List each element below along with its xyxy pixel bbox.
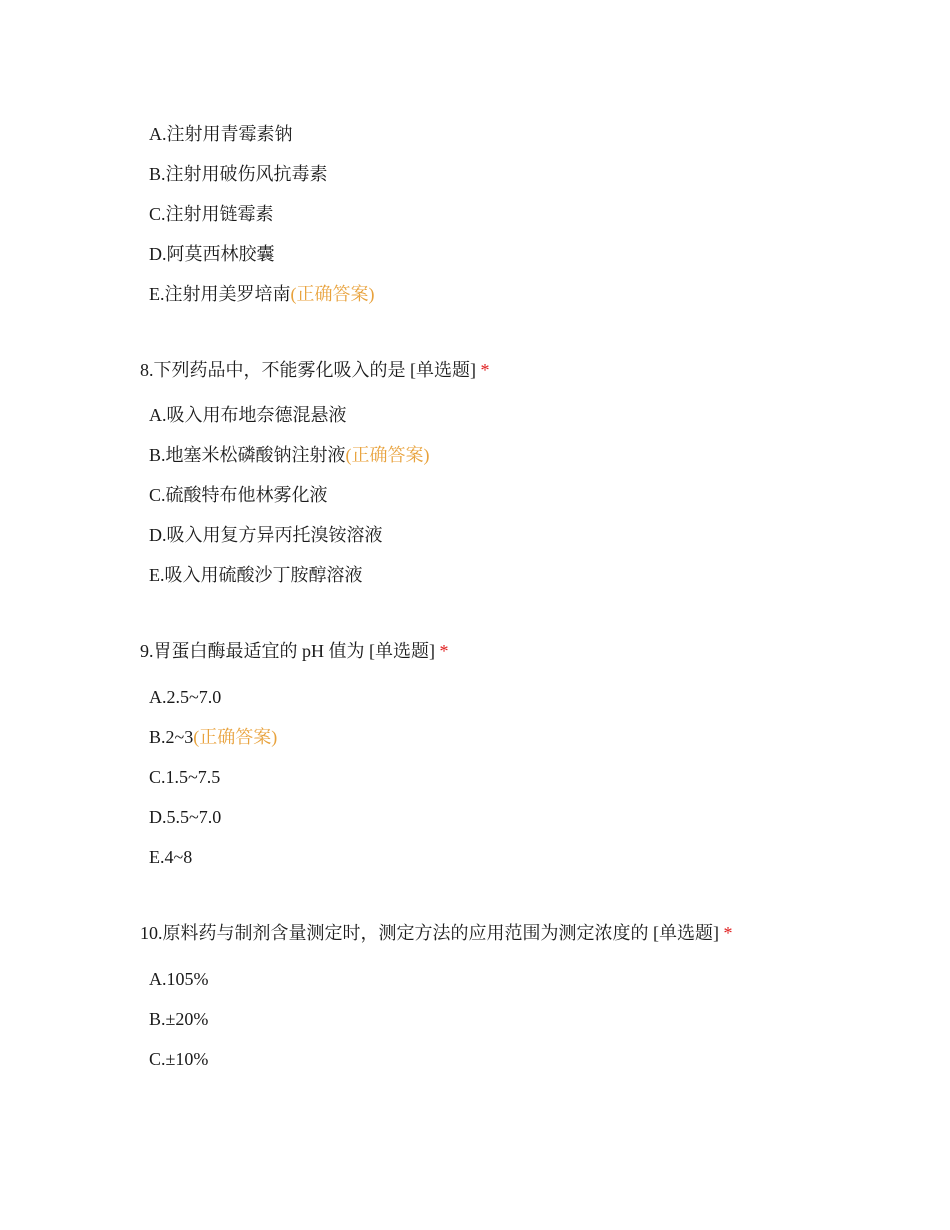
- option-text: A.105%: [149, 969, 209, 989]
- option-text: B.地塞米松磷酸钠注射液: [149, 445, 346, 465]
- option-text: A.注射用青霉素钠: [149, 124, 293, 144]
- option-text: B.±20%: [149, 1009, 209, 1029]
- option-text: A.2.5~7.0: [149, 687, 222, 707]
- option-8b: [149, 443, 430, 467]
- option-9b: [149, 725, 277, 749]
- question-title: [140, 358, 490, 382]
- option-7e: [149, 282, 375, 306]
- question-title: [140, 639, 449, 663]
- option-text: B.注射用破伤风抗毒素: [149, 164, 328, 184]
- question-title: [140, 921, 733, 945]
- option-text: C.±10%: [149, 1049, 209, 1069]
- option-text: D.5.5~7.0: [149, 807, 222, 827]
- option-text: C.1.5~7.5: [149, 767, 221, 787]
- option-10b: [149, 1007, 208, 1031]
- option-text: E.注射用美罗培南: [149, 284, 291, 304]
- correct-answer-marker: (正确答案): [193, 727, 278, 747]
- correct-answer-marker: (正确答案): [290, 284, 375, 304]
- option-7b: [149, 162, 328, 186]
- required-mark: *: [439, 641, 449, 661]
- required-mark: *: [723, 923, 733, 943]
- option-text: D.阿莫西林胶囊: [149, 244, 275, 264]
- option-7a: [149, 122, 293, 146]
- option-8a: [149, 403, 347, 427]
- option-10a: [149, 967, 209, 991]
- option-text: E.吸入用硫酸沙丁胺醇溶液: [149, 565, 363, 585]
- option-text: E.4~8: [149, 847, 193, 867]
- option-9a: [149, 685, 221, 709]
- option-text: C.注射用链霉素: [149, 204, 274, 224]
- required-mark: *: [480, 360, 490, 380]
- option-text: C.硫酸特布他林雾化液: [149, 485, 328, 505]
- option-text: A.吸入用布地奈德混悬液: [149, 405, 347, 425]
- question-title-text: 10.原料药与制剂含量测定时，测定方法的应用范围为测定浓度的 [单选题]: [140, 923, 719, 943]
- option-text: D.吸入用复方异丙托溴铵溶液: [149, 525, 383, 545]
- option-8c: [149, 483, 328, 507]
- option-7c: [149, 202, 274, 226]
- option-10c: [149, 1047, 208, 1071]
- option-8d: [149, 523, 383, 547]
- question-title-text: 8.下列药品中，不能雾化吸入的是 [单选题]: [140, 360, 476, 380]
- question-title-text: 9.胃蛋白酶最适宜的 pH 值为 [单选题]: [140, 641, 435, 661]
- option-8e: [149, 563, 363, 587]
- correct-answer-marker: (正确答案): [345, 445, 430, 465]
- option-text: B.2~3: [149, 727, 194, 747]
- option-9e: [149, 845, 192, 869]
- option-9d: [149, 805, 221, 829]
- option-9c: [149, 765, 220, 789]
- option-7d: [149, 242, 275, 266]
